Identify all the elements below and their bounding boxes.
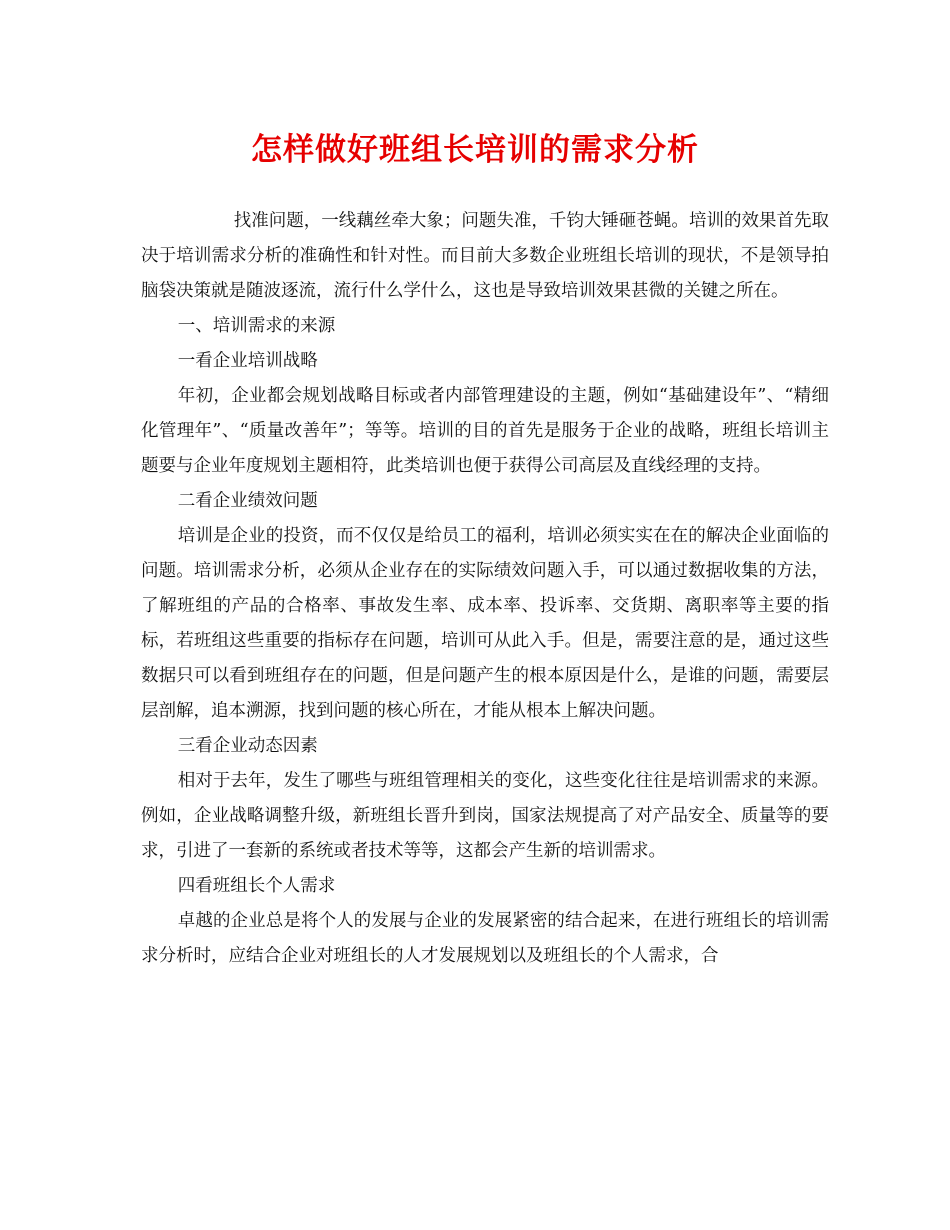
- document-title: 怎样做好班组长培训的需求分析: [251, 132, 699, 168]
- intro-paragraph: 找准问题，一线藕丝牵大象；问题失准，千钧大锤砸苍蝇。培训的效果首先取决于培训需求分析的准确性和针对性。而目前大多数企业班组长培训的现状，不是领导拍脑袋决策就是随波逐流，流行什么学什么，这也是导致培训效果甚微的关键之所在。: [141, 211, 829, 301]
- paragraph-dynamics: 相对于去年，发生了哪些与班组管理相关的变化，这些变化往往是培训需求的来源。例如，企业战略调整升级，新班组长晋升到岗，国家法规提高了对产品安全、质量等的要求，引进了一套新的系统或者技术等等，这都会产生新的培训需求。: [141, 771, 829, 861]
- paragraph-strategy: 年初，企业都会规划战略目标或者内部管理建设的主题，例如“基础建设年”、“精细化管理年”、“质量改善年”；等等。培训的目的首先是服务于企业的战略，班组长培训主题要与企业年度规划主题相符，此类培训也便于获得公司高层及直线经理的支持。: [141, 386, 829, 476]
- paragraph-performance: 培训是企业的投资，而不仅仅是给员工的福利，培训必须实实在在的解决企业面临的问题。培训需求分析，必须从企业存在的实际绩效问题入手，可以通过数据收集的方法，了解班组的产品的合格率、事故发生率、成本率、投诉率、交货期、离职率等主要的指标，若班组这些重要的指标存在问题，培训可从此入手。但是，需要注意的是，通过这些数据只可以看到班组存在的问题，但是问题产生的根本原因是什么，是谁的问题，需要层层剖解，追本溯源，找到问题的核心所在，才能从根本上解决问题。: [141, 526, 829, 721]
- document-body: [141, 204, 829, 974]
- subheading-strategy: 一看企业培训战略: [177, 351, 318, 371]
- subheading-personal-needs: 四看班组长个人需求: [177, 876, 336, 896]
- paragraph-personal-needs: 卓越的企业总是将个人的发展与企业的发展紧密的结合起来，在进行班组长的培训需求分析时，应结合企业对班组长的人才发展规划以及班组长的个人需求，合: [141, 911, 829, 966]
- section-heading-sources: 一、培训需求的来源: [177, 316, 336, 336]
- subheading-performance: 二看企业绩效问题: [177, 491, 318, 511]
- subheading-dynamics: 三看企业动态因素: [177, 736, 318, 756]
